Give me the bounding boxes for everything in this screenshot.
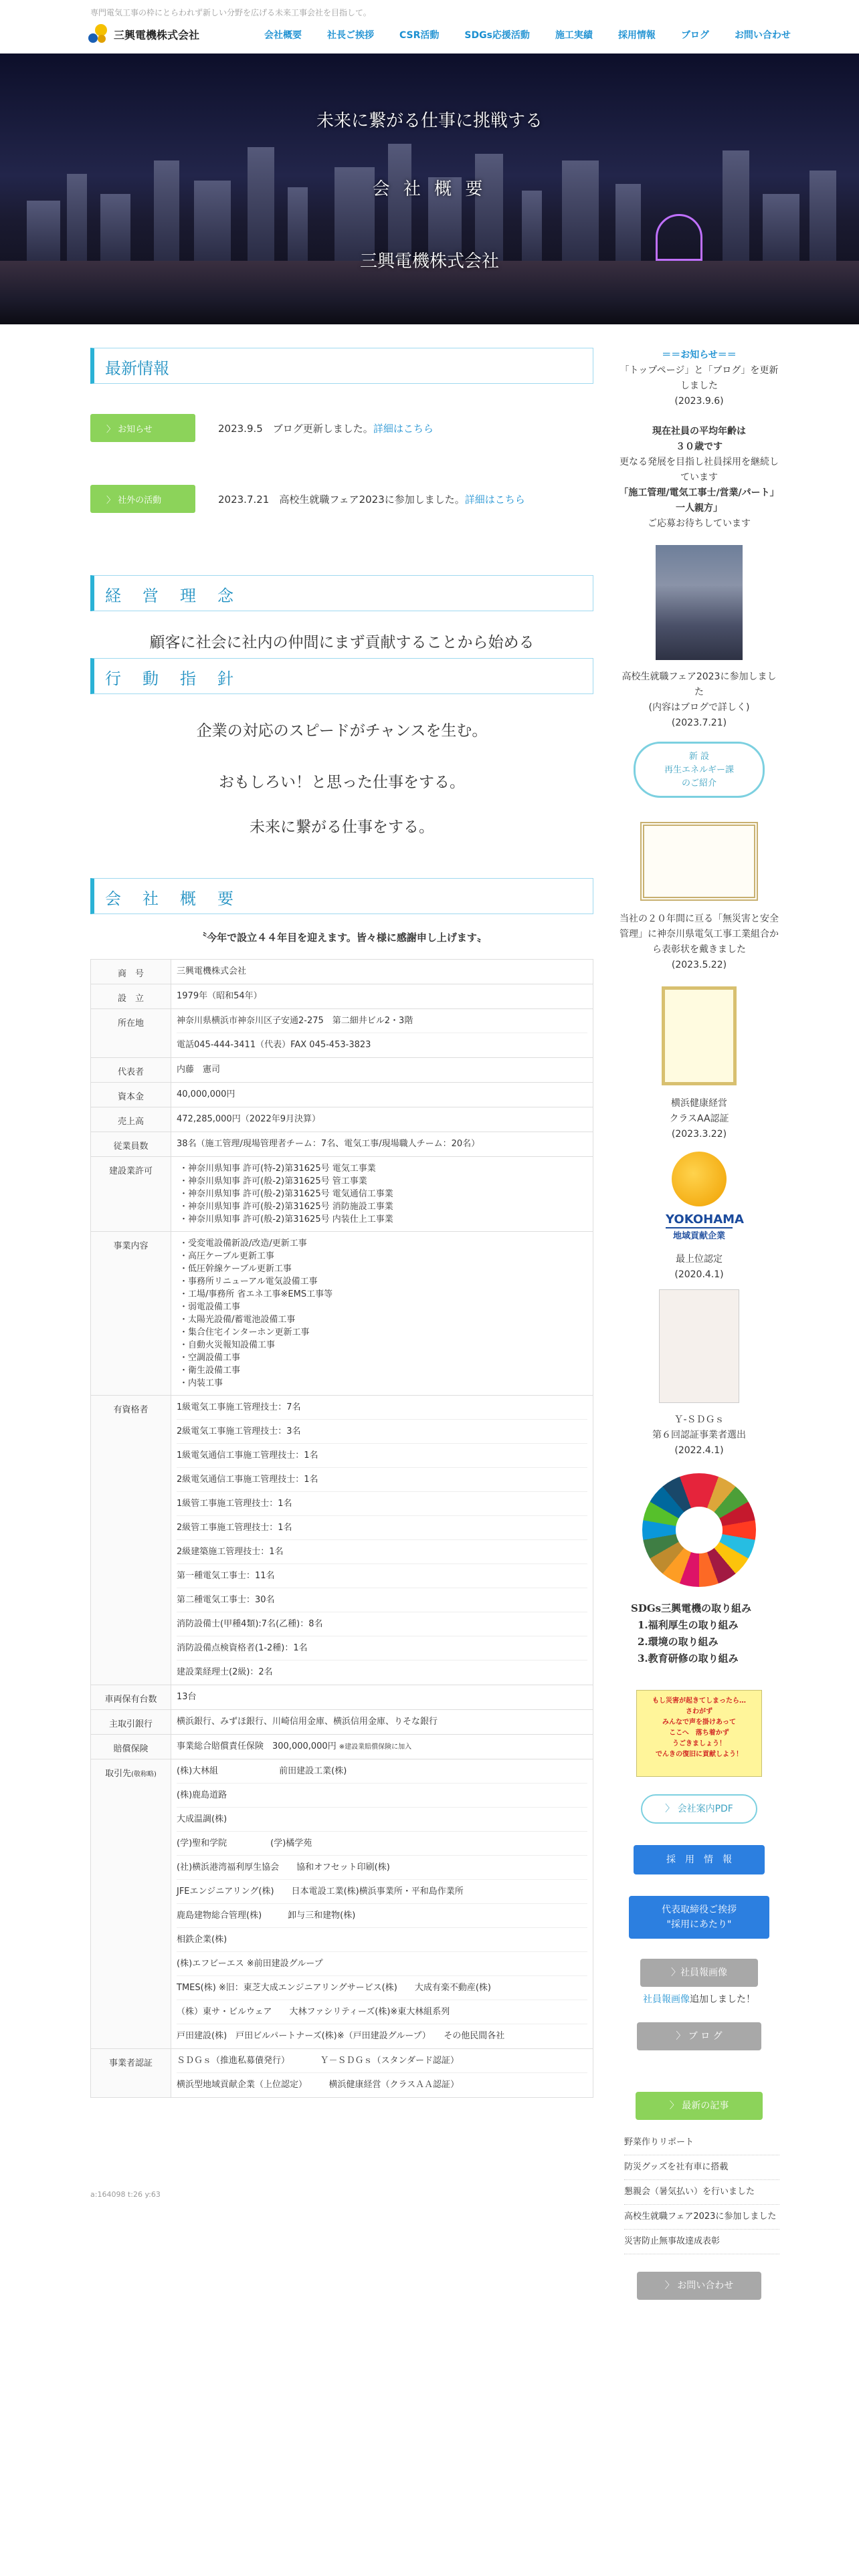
cell-text: 消防設備点検資格者(1-2種)：1名 (177, 1643, 308, 1653)
recent-posts-button[interactable]: 〉 最新の記事 (636, 2092, 763, 2120)
table-row (91, 1685, 593, 1710)
list-item: ・神奈川県知事 許可(般-2)第31625号 消防施設工事業 (179, 1202, 393, 1212)
notice-text: 「トップページ」と「ブログ」を更新しました (2023.9.6) (619, 365, 779, 407)
profile-heading: 会 社 概 要 (90, 878, 593, 914)
recent-post-link[interactable]: 懇親会（暑気払い）を行いました (624, 2180, 779, 2205)
cell-text: 40,000,000円 (177, 1089, 235, 1099)
row-label: 代表者 (91, 1058, 171, 1083)
action-heading: 行 動 指 針 (90, 658, 593, 694)
notice-heading: ＝＝お知らせ＝＝ (662, 350, 737, 360)
cell-text: (株)エフビーエス ※前田建設グループ (177, 1959, 323, 1969)
job-fair-photo[interactable] (656, 545, 743, 660)
row-label: 所在地 (91, 1009, 171, 1058)
row-value (171, 1009, 593, 1058)
nav-greeting[interactable]: 社長ご挨拶 (327, 30, 374, 41)
row-value (171, 1759, 593, 2049)
row-label: 車両保有台数 (91, 1685, 171, 1710)
recent-posts-list (619, 2131, 779, 2254)
news-badge[interactable]: 〉 お知らせ (90, 414, 195, 442)
news-link[interactable]: 詳細はこちら (373, 422, 434, 435)
list-item: ・衛生設備工事 (179, 1366, 241, 1376)
row-value (171, 1058, 593, 1083)
row-value (171, 1232, 593, 1396)
row-label: 事業者認証 (91, 2049, 171, 2098)
sdgs-title: SDGs三興電機の取り組み (631, 1602, 752, 1614)
ysdgs-certificate-image (659, 1289, 739, 1403)
list-item: ・太陽光設備/蓄電池設備工事 (179, 1315, 296, 1325)
recent-post-link[interactable]: 野菜作りリポート (624, 2131, 779, 2155)
table-row (91, 1058, 593, 1083)
yokohama-logo-text: YOKOHAMA (666, 1212, 744, 1226)
list-item: ・神奈川県知事 許可(般-2)第31625号 電気通信工事業 (179, 1189, 393, 1199)
cell-text: 内藤 憲司 (177, 1065, 221, 1075)
cell-text: 1級電気通信工事施工管理技士：1名 (177, 1451, 318, 1461)
action-line: おもしろい！と思った仕事をする。 (219, 774, 465, 791)
row-label: 従業員数 (91, 1132, 171, 1157)
table-row (91, 960, 593, 984)
row-label: 建設業許可 (91, 1157, 171, 1232)
news-link[interactable]: 詳細はこちら (464, 493, 525, 506)
row-label: 事業内容 (91, 1232, 171, 1396)
hero-title: 会 社 概 要 (372, 179, 487, 199)
city-skyline-image (0, 140, 859, 261)
hero-banner (0, 53, 859, 324)
news-text: 2023.9.5 ブログ更新しました。 (218, 422, 373, 435)
cell-text: 電話045-444-3411（代表）FAX 045-453-3823 (177, 1040, 371, 1050)
table-row (91, 1157, 593, 1232)
cell-text: (学)聖和学院 (学)橘学苑 (177, 1838, 312, 1848)
cell-text: JFEエンジニアリング(株) 日本電設工業(株)横浜事業所・平和島作業所 (177, 1887, 464, 1897)
main-content (90, 348, 593, 2098)
magazine-link[interactable]: 社員報画像 (643, 1994, 690, 2005)
row-value (171, 1685, 593, 1710)
news-text: 2023.7.21 高校生就職フェア2023に参加しました。 (218, 493, 465, 506)
cell-text: 2級建築施工管理技士：1名 (177, 1547, 284, 1557)
row-value (171, 1710, 593, 1735)
award-text: 当社の２０年間に亘る「無災害と安全管理」に神奈川県電気工事工業組合から表彰状を戴きました (2023.5.22) (619, 914, 779, 970)
cell-text: 横浜型地域貢献企業（上位認定） 横浜健康経営（クラスＡＡ認証） (177, 2080, 460, 2090)
list-item: ・内装工事 (179, 1378, 223, 1388)
cell-text: (社)横浜港湾福利厚生協会 協和オフセット印刷(株) (177, 1862, 390, 1872)
table-row (91, 1396, 593, 1685)
cell-text: 戸田建設(株) 戸田ビルパートナーズ(株)※（戸田建設グループ） その他民間各社 (177, 2031, 505, 2041)
sdgs-item: 3.教育研修の取り組み (638, 1652, 739, 1665)
cell-text: 事業総合賠償責任保険 300,000,000円 (177, 1741, 337, 1751)
site-logo[interactable] (87, 23, 199, 45)
row-label-note: (敬称略) (131, 1771, 157, 1778)
president-greeting-button[interactable]: 代表取締役ご挨拶 "採用にあたり" (629, 1896, 769, 1939)
fair-text: 高校生就職フェア2023に参加しました (内容はブログで詳しく) (2023.7.21) (622, 671, 777, 728)
nav-sdgs[interactable]: SDGs応援活動 (464, 30, 530, 41)
news-badge[interactable]: 〉 社外の活動 (90, 485, 195, 513)
company-pdf-button[interactable]: 〉 会社案内PDF (641, 1794, 757, 1824)
yokohama-logo-sub: 地域貢献企業 (666, 1227, 733, 1244)
cell-text: 鹿島建物総合管理(株) 卸与三和建物(株) (177, 1911, 356, 1921)
cell-text: 38名（施工管理/現場管理者チーム：7名、電気工事/現場職人チーム：20名） (177, 1139, 480, 1149)
nav-blog[interactable]: ブログ (680, 30, 709, 41)
action-line: 未来に繋がる仕事をする。 (250, 819, 434, 836)
row-label: 取引先(敬称略) (91, 1759, 171, 2049)
policy-heading: 経 営 理 念 (90, 575, 593, 611)
row-label: 商 号 (91, 960, 171, 984)
cell-text: (株)鹿島道路 (177, 1790, 227, 1800)
health-certificate-image (662, 986, 737, 1085)
site-header (0, 20, 859, 51)
cell-text: 第二種電気工事士：30名 (177, 1595, 275, 1605)
cell-note: ※建設業賠償保険に加入 (339, 1743, 412, 1751)
table-row (91, 1735, 593, 1759)
list-item: ・自動火災報知設備工事 (179, 1340, 276, 1350)
row-label: 有資格者 (91, 1396, 171, 1685)
access-counter: a:164098 t:26 y:63 (90, 2190, 161, 2199)
cell-text: 横浜銀行、みずほ銀行、川崎信用金庫、横浜信用金庫、りそな銀行 (177, 1717, 438, 1727)
yokohama-text: 最上位認定 (2020.4.1) (674, 1254, 724, 1280)
blog-button[interactable]: 〉 ブ ロ グ (637, 2022, 761, 2050)
table-row (91, 1107, 593, 1132)
table-row (91, 984, 593, 1009)
hero-company: 三興電機株式会社 (359, 251, 499, 272)
list-item: ・弱電設備工事 (179, 1302, 241, 1312)
row-value (171, 1157, 593, 1232)
row-value (171, 984, 593, 1009)
cell-text: 2級電気工事施工管理技士：3名 (177, 1426, 301, 1436)
cell-text: 472,285,000円（2022年9月決算） (177, 1114, 321, 1124)
age-after: ご応募お待ちしています (648, 518, 751, 529)
table-row (91, 2049, 593, 2098)
yokohama-contribution-logo (666, 1152, 744, 1252)
cell-text: 2級管工事施工管理技士：1名 (177, 1523, 292, 1533)
recent-post-link[interactable]: 防災グッズを社有車に搭載 (624, 2155, 779, 2180)
list-item: ・事務所リニューアル電気設備工事 (179, 1277, 318, 1287)
list-item: ・空調設備工事 (179, 1353, 241, 1363)
list-item: ・工場/事務所 省エネ工事※EMS工事等 (179, 1289, 333, 1299)
list-item: ・受変電設備新設/改造/更新工事 (179, 1239, 307, 1249)
list-item: ・神奈川県知事 許可(般-2)第31625号 内装仕上工事業 (179, 1214, 393, 1224)
cell-text: （株）東サ・ビルウェア 大林ファシリティーズ(株)※東大林組系列 (177, 2007, 450, 2017)
ysdgs-text: Ｙ-ＳＤＧｓ 第６回認証事業者選出 (2022.4.1) (652, 1414, 746, 1456)
row-label: 設 立 (91, 984, 171, 1009)
cell-text: 相鉄企業(株) (177, 1935, 227, 1945)
cell-text: TMES(株) ※旧：東芝大成エンジニアリングサービス(株) 大成有楽不動産(株) (177, 1983, 491, 1993)
list-item: ・集合住宅インターホン更新工事 (179, 1327, 310, 1337)
award-certificate-image (640, 822, 758, 901)
profile-intro: 〝今年で設立４４年目を迎えます。皆々様に感謝申し上げます〟 (197, 932, 487, 944)
table-row (91, 1710, 593, 1735)
age-bold: 「施工管理/電気工事士/営業/パート」一人親方」 (619, 488, 779, 514)
row-value (171, 1083, 593, 1107)
cell-text: 13台 (177, 1692, 197, 1702)
row-label: 主取引銀行 (91, 1710, 171, 1735)
sdgs-section[interactable] (619, 1600, 779, 1667)
cell-text: 三興電機株式会社 (177, 966, 247, 976)
table-row (91, 1083, 593, 1107)
disaster-poster[interactable]: もし災害が起きてしまったら… さわがず みんなで声を掛けあって ここへ 落ち着かず うごきましょう！ でんきの復旧に貢献しよう！ (636, 1690, 762, 1777)
action-line: 企業の対応のスピードがチャンスを生む。 (196, 722, 488, 740)
magazine-note: 追加しました！ (690, 1994, 755, 2005)
age-heading: 現在社員の平均年齢は ３０歳です (652, 426, 746, 452)
sdgs-item: 1.福利厚生の取り組み (638, 1619, 739, 1631)
nav-recruit[interactable]: 採用情報 (617, 30, 656, 41)
row-value (171, 1396, 593, 1685)
cell-text: 1級電気工事施工管理技士：7名 (177, 1402, 301, 1412)
table-row (91, 1009, 593, 1058)
row-value (171, 1735, 593, 1759)
row-value (171, 1107, 593, 1132)
recent-post-link[interactable]: 災害防止無事故達成表彰 (624, 2230, 779, 2254)
cell-text: 建設業経理士(2級)：2名 (177, 1667, 273, 1677)
cell-text: 大成温調(株) (177, 1814, 227, 1824)
row-label: 売上高 (91, 1107, 171, 1132)
cell-text: (株)大林組 前田建設工業(株) (177, 1766, 347, 1776)
nav-csr[interactable]: CSR活動 (399, 30, 440, 41)
cell-text: 1級管工事施工管理技士：1名 (177, 1499, 292, 1509)
cell-text: ＳＤＧｓ（推進私募債発行） Ｙ－ＳＤＧｓ（スタンダード認証） (177, 2056, 459, 2066)
cell-text: 1979年（昭和54年） (177, 991, 262, 1001)
list-item: ・神奈川県知事 許可(般-2)第31625号 管工事業 (179, 1176, 367, 1186)
nav-contact[interactable]: お問い合わせ (734, 30, 791, 41)
magazine-button[interactable]: 〉社員報画像 (640, 1959, 758, 1987)
cell-text: 神奈川県横浜市神奈川区子安通2-275 第二細井ビル2・3階 (177, 1016, 413, 1026)
row-value (171, 960, 593, 984)
table-row (91, 1232, 593, 1396)
renewable-energy-button[interactable]: 新 設 再生エネルギー課 のご紹介 (634, 742, 765, 798)
row-value (171, 1132, 593, 1157)
age-text: 更なる発展を目指し社員採用を継続しています (619, 457, 779, 483)
sdgs-item: 2.環境の取り組み (638, 1636, 719, 1648)
row-label: 賠償保険 (91, 1735, 171, 1759)
company-profile-table (90, 959, 593, 2098)
table-row (91, 1132, 593, 1157)
list-item: ・高圧ケーブル更新工事 (179, 1251, 274, 1261)
recruit-button[interactable]: 採 用 情 報 (634, 1845, 765, 1874)
list-item: ・神奈川県知事 許可(特-2)第31625号 電気工事業 (179, 1164, 376, 1174)
cell-text: 2級電気通信工事施工管理技士：1名 (177, 1475, 318, 1485)
company-name: 三興電機株式会社 (114, 28, 200, 41)
contact-button[interactable]: 〉 お問い合わせ (637, 2272, 761, 2300)
recent-post-link[interactable]: 高校生就職フェア2023に参加しました (624, 2205, 779, 2230)
policy-text: 顧客に社会に社内の仲間にまず貢献することから始める (149, 634, 535, 651)
row-label: 資本金 (91, 1083, 171, 1107)
cell-text: 消防設備士(甲種4類):7名(乙種)：8名 (177, 1619, 323, 1629)
table-row (91, 1759, 593, 2049)
news-heading: 最新情報 (90, 348, 593, 384)
news-item (90, 484, 593, 514)
row-value (171, 2049, 593, 2098)
logo-mark-icon (87, 23, 110, 45)
list-item: ・低圧幹線ケーブル更新工事 (179, 1264, 292, 1274)
news-item (90, 413, 593, 443)
global-nav (264, 28, 816, 41)
tagline: 専門電気工事の枠にとらわれず新しい分野を広げる未来工事会社を目指して。 (90, 8, 371, 17)
health-text: 横浜健康経営 クラスAA認証 (2023.3.22) (669, 1098, 729, 1140)
nav-works[interactable]: 施工実績 (555, 30, 593, 41)
sdgs-wheel-icon (642, 1473, 756, 1587)
nav-company[interactable]: 会社概要 (264, 30, 302, 41)
hero-catchphrase: 未来に繋がる仕事に挑戦する (316, 111, 543, 131)
cell-text: 第一種電気工事士：11名 (177, 1571, 275, 1581)
sidebar (619, 348, 779, 2300)
